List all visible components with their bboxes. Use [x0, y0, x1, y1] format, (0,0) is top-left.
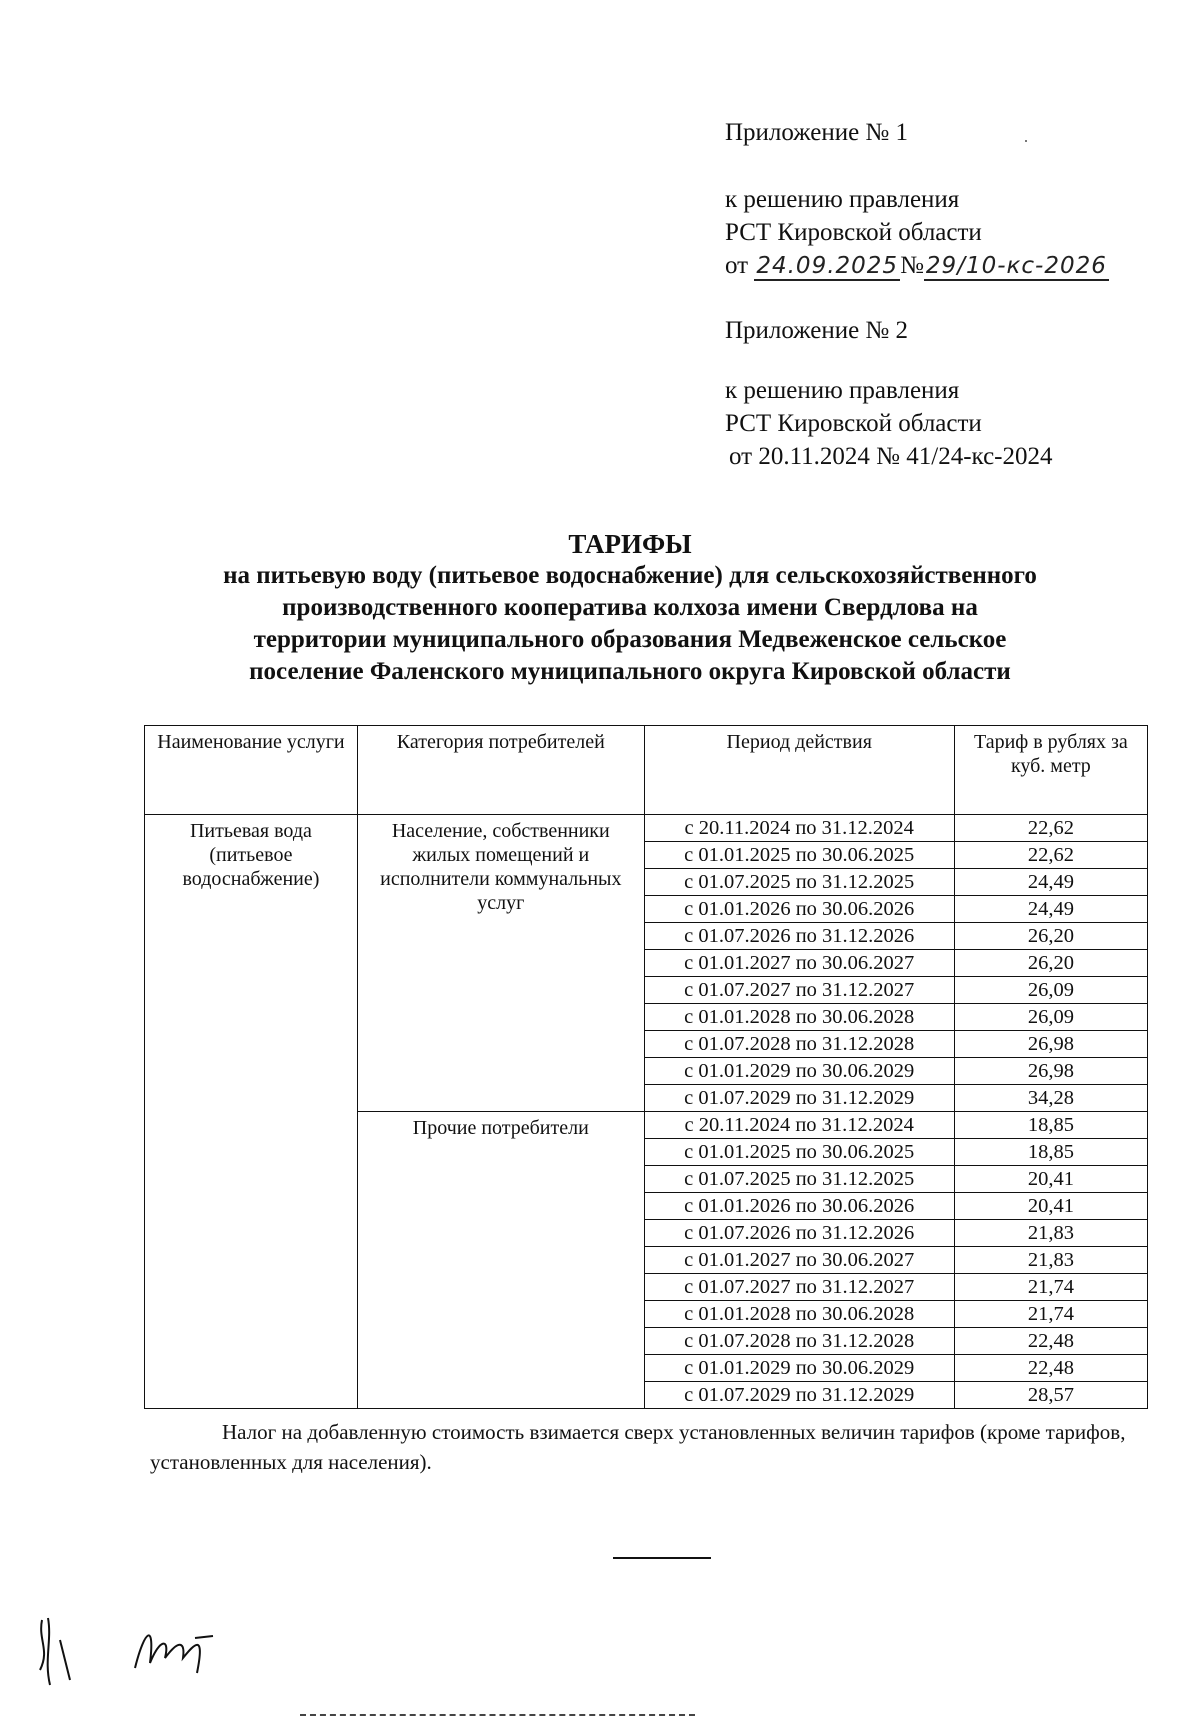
- tariff-cell: 26,20: [954, 923, 1147, 950]
- appendix-1-reference: [725, 183, 1109, 283]
- heading-line4: поселение Фаленского муниципального округа Кировской области: [249, 658, 1011, 685]
- period-cell: с 01.07.2028 по 31.12.2028: [644, 1031, 954, 1058]
- tariff-cell: 24,49: [954, 869, 1147, 896]
- heading-line3: территории муниципального образования Медвеженское сельское: [253, 626, 1007, 653]
- handwritten-signature-icon: [30, 1610, 90, 1690]
- period-cell: с 01.01.2025 по 30.06.2025: [644, 1139, 954, 1166]
- table-row: [145, 815, 1148, 842]
- appendix-1-line2: РСТ Кировской области: [725, 219, 982, 246]
- tariff-cell: 22,48: [954, 1355, 1147, 1382]
- tariff-cell: 26,98: [954, 1031, 1147, 1058]
- tariff-cell: 18,85: [954, 1112, 1147, 1139]
- tariff-cell: 28,57: [954, 1382, 1147, 1409]
- header-tariff: Тариф в рублях за куб. метр: [954, 726, 1147, 815]
- appendix-2-line3: от 20.11.2024 № 41/24-кс-2024: [729, 443, 1053, 470]
- appendix-1-title: Приложение № 1: [725, 119, 909, 146]
- period-cell: с 01.07.2027 по 31.12.2027: [644, 1274, 954, 1301]
- tariff-table: [144, 725, 1148, 1409]
- heading-line1: на питьевую воду (питьевое водоснабжение) для сельскохозяйственного: [223, 562, 1037, 589]
- appendix-1-date-line: от 24.09.2025№29/10-кс-2026: [725, 252, 1107, 279]
- end-separator: [613, 1557, 711, 1559]
- period-cell: с 01.07.2026 по 31.12.2026: [644, 923, 954, 950]
- appendix-2-line2: РСТ Кировской области: [725, 410, 982, 437]
- period-cell: с 01.01.2026 по 30.06.2026: [644, 1193, 954, 1220]
- period-cell: с 01.07.2028 по 31.12.2028: [644, 1328, 954, 1355]
- tariff-cell: 18,85: [954, 1139, 1147, 1166]
- handwritten-initials-icon: [125, 1618, 225, 1678]
- service-cell: Питьевая вода (питьевое водоснабжение): [145, 815, 358, 1409]
- period-cell: с 01.01.2028 по 30.06.2028: [644, 1004, 954, 1031]
- period-cell: с 01.01.2026 по 30.06.2026: [644, 896, 954, 923]
- tariff-cell: 21,83: [954, 1220, 1147, 1247]
- header-category: Категория потребителей: [357, 726, 644, 815]
- handwritten-number: 29/10-кс-2026: [925, 253, 1107, 279]
- period-cell: с 01.07.2027 по 31.12.2027: [644, 977, 954, 1004]
- heading-line2: производственного кооператива колхоза имени Свердлова на: [282, 594, 978, 621]
- period-cell: с 01.07.2029 по 31.12.2029: [644, 1382, 954, 1409]
- period-cell: с 20.11.2024 по 31.12.2024: [644, 815, 954, 842]
- tariff-cell: 26,98: [954, 1058, 1147, 1085]
- handwritten-date: 24.09.2025: [756, 253, 899, 279]
- tariff-table-body: [145, 815, 1148, 1409]
- tariff-cell: 26,09: [954, 1004, 1147, 1031]
- period-cell: с 01.01.2027 по 30.06.2027: [644, 950, 954, 977]
- period-cell: с 01.01.2025 по 30.06.2025: [644, 842, 954, 869]
- tariff-cell: 21,74: [954, 1301, 1147, 1328]
- period-cell: с 01.07.2025 по 31.12.2025: [644, 1166, 954, 1193]
- document-heading: [150, 528, 1110, 688]
- header-period: Период действия: [644, 726, 954, 815]
- period-cell: с 01.07.2026 по 31.12.2026: [644, 1220, 954, 1247]
- appendix-2-title: Приложение № 2: [725, 317, 909, 344]
- bottom-scan-edge: [300, 1714, 695, 1716]
- tariff-cell: 20,41: [954, 1166, 1147, 1193]
- scan-speck: [1025, 140, 1027, 142]
- tariff-cell: 26,20: [954, 950, 1147, 977]
- period-cell: с 01.01.2029 по 30.06.2029: [644, 1058, 954, 1085]
- table-header-row: [145, 726, 1148, 815]
- period-cell: с 01.07.2025 по 31.12.2025: [644, 869, 954, 896]
- period-cell: с 01.07.2029 по 31.12.2029: [644, 1085, 954, 1112]
- vat-footnote: Налог на добавленную стоимость взимается сверх установленных величин тарифов (кроме тарифов, установленных для населения).: [150, 1420, 1126, 1474]
- appendix-1-line1: к решению правления: [725, 186, 960, 213]
- appendix-2-line1: к решению правления: [725, 377, 960, 404]
- tariff-cell: 21,83: [954, 1247, 1147, 1274]
- header-service: Наименование услуги: [145, 726, 358, 815]
- tariff-cell: 20,41: [954, 1193, 1147, 1220]
- period-cell: с 01.01.2027 по 30.06.2027: [644, 1247, 954, 1274]
- tariff-cell: 22,62: [954, 815, 1147, 842]
- tariff-cell: 22,62: [954, 842, 1147, 869]
- category-cell: Прочие потребители: [357, 1112, 644, 1409]
- period-cell: с 01.01.2029 по 30.06.2029: [644, 1355, 954, 1382]
- heading-title: ТАРИФЫ: [568, 529, 692, 559]
- tariff-cell: 26,09: [954, 977, 1147, 1004]
- category-cell: Население, собственники жилых помещений и исполнители коммунальных услуг: [357, 815, 644, 1112]
- tariff-cell: 24,49: [954, 896, 1147, 923]
- period-cell: с 01.01.2028 по 30.06.2028: [644, 1301, 954, 1328]
- appendix-2-reference: [725, 374, 1053, 473]
- tariff-cell: 34,28: [954, 1085, 1147, 1112]
- tariff-cell: 21,74: [954, 1274, 1147, 1301]
- period-cell: с 20.11.2024 по 31.12.2024: [644, 1112, 954, 1139]
- tariff-cell: 22,48: [954, 1328, 1147, 1355]
